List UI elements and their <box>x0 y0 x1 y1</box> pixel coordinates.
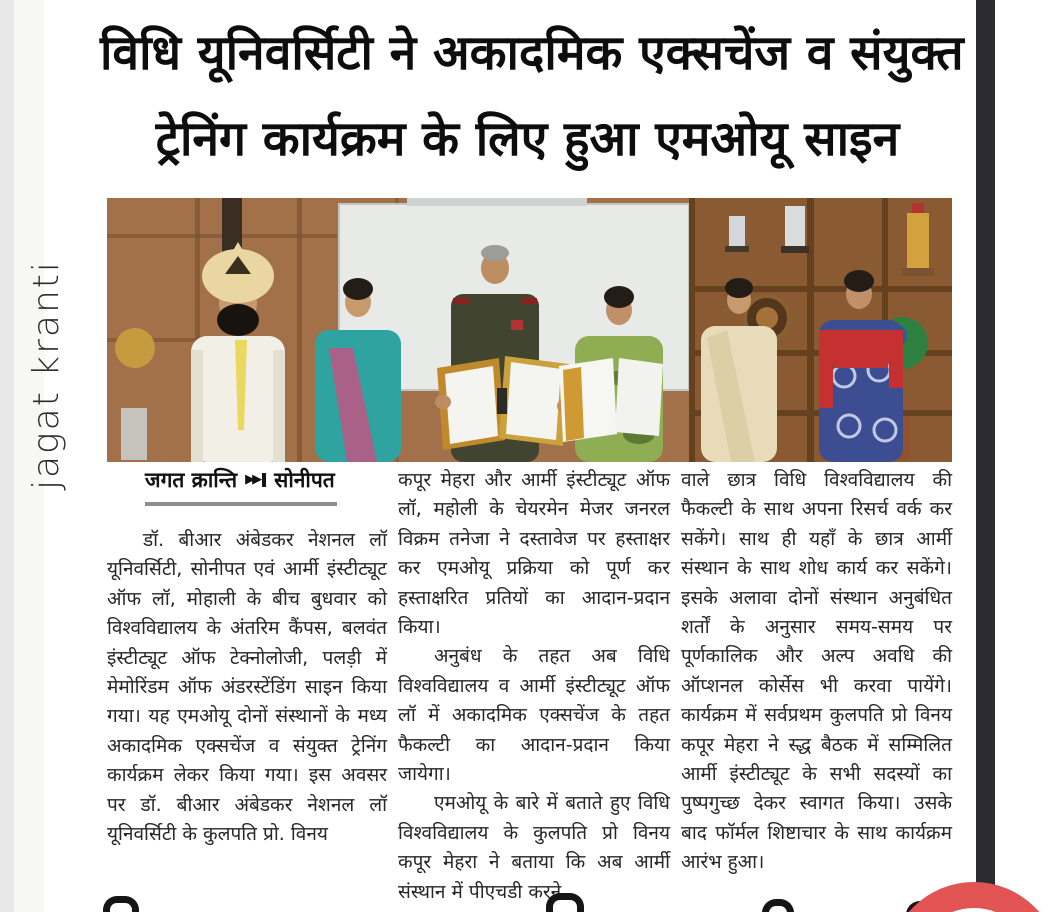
byline <box>145 466 387 494</box>
left-scan-margin <box>0 0 14 912</box>
paragraph: अनुबंध के तहत अब विधि विश्वविद्यालय व आर्मी इंस्टीट्यूट ऑफ लॉ में अकादमिक एक्सचेंज के तहत फैकल्टी का आदान-प्रदान किया जायेगा। <box>398 645 670 786</box>
headline-line-2: ट्रेनिंग कार्यक्रम के लिए हुआ एमओयू साइन <box>155 111 900 167</box>
byline-location: सोनीपत <box>274 468 335 492</box>
fast-forward-icon: ▶▶ <box>245 473 266 487</box>
paragraph: कपूर मेहरा और आर्मी इंस्टीट्यूट ऑफ लॉ, महोली के चेयरमेन मेजर जनरल विक्रम तनेजा ने दस्तावेज पर हस्ताक्षर कर एमओयू प्रक्रिया को पूर्ण कर हस्ताक्षरित प्रतियों का आदान-प्रदान किया। <box>398 469 670 639</box>
article-column-3 <box>681 466 952 907</box>
photo-illustration <box>107 198 952 462</box>
article-column-2 <box>398 466 670 907</box>
article-photo <box>107 198 952 462</box>
paragraph: एमओयू के बारे में बताते हुए विधि विश्वविद्यालय के कुलपति प्रो विनय कपूर मेहरा ने बताया कि अब आर्मी संस्थान में पीएचडी करने <box>398 792 670 903</box>
byline-rule <box>145 502 337 506</box>
right-scan-bar <box>976 0 995 890</box>
cropped-next-headline-glyph <box>103 896 139 912</box>
article-headline <box>100 10 964 182</box>
person-sikh-man <box>191 242 285 462</box>
newspaper-side-label: jagat kranti <box>26 260 67 490</box>
cropped-next-headline-glyph <box>546 893 584 912</box>
article-column-1 <box>107 466 387 907</box>
byline-agency: जगत क्रान्ति <box>145 468 238 492</box>
paragraph: वाले छात्र विधि विश्वविद्यालय की फैकल्टी के साथ अपना रिसर्च वर्क कर सकेंगे। साथ ही यहाँ के छात्र आर्मी संस्थान के साथ शोध कार्य कर सकेंगे। इसके अलावा दोनों संस्थान अनुबंधित शर्तों के अनुसार समय-समय पर पूर्णकालिक और अल्प अवधि की ऑप्शनल कोर्सेस भी करवा पायेंगे। कार्यक्रम में सर्वप्रथम कुलपति प्रो विनय कपूर मेहरा ने स्द्ध बैठक में सम्मिलित आर्मी इंस्टीट्यूट के सभी सदस्यों का पुष्पगुच्छ देकर स्वागत किया। उसके बाद फॉर्मल शिष्टाचार के साथ कार्यक्रम आरंभ हुआ। <box>681 469 952 874</box>
paragraph: डॉ. बीआर अंबेडकर नेशनल लॉ यूनिवर्सिटी, सोनीपत एवं आर्मी इंस्टीट्यूट ऑफ लॉ, मोहाली के बीच बुधवार को विश्वविद्यालय के अंतरिम कैंपस, बलवंत इंस्टीट्यूट ऑफ टेक्नोलोजी, पलड़ी में मेमोरिंडम ऑफ अंडरस्टेंडिंग साइन किया गया। यह एमओयू दोनों संस्थानों के मध्य अकादमिक एक्सचेंज व संयुक्त ट्रेनिंग कार्यक्रम लेकर किया गया। इस अवसर पर डॉ. बीआर अंबेडकर नेशनल लॉ यूनिवर्सिटी के कुलपति प्रो. विनय <box>107 529 387 846</box>
headline-line-1: विधि यूनिवर्सिटी ने अकादमिक एक्सचेंज व संयुक्त <box>100 25 964 81</box>
article-body <box>107 466 952 907</box>
badge-outer-ring <box>914 908 1034 912</box>
